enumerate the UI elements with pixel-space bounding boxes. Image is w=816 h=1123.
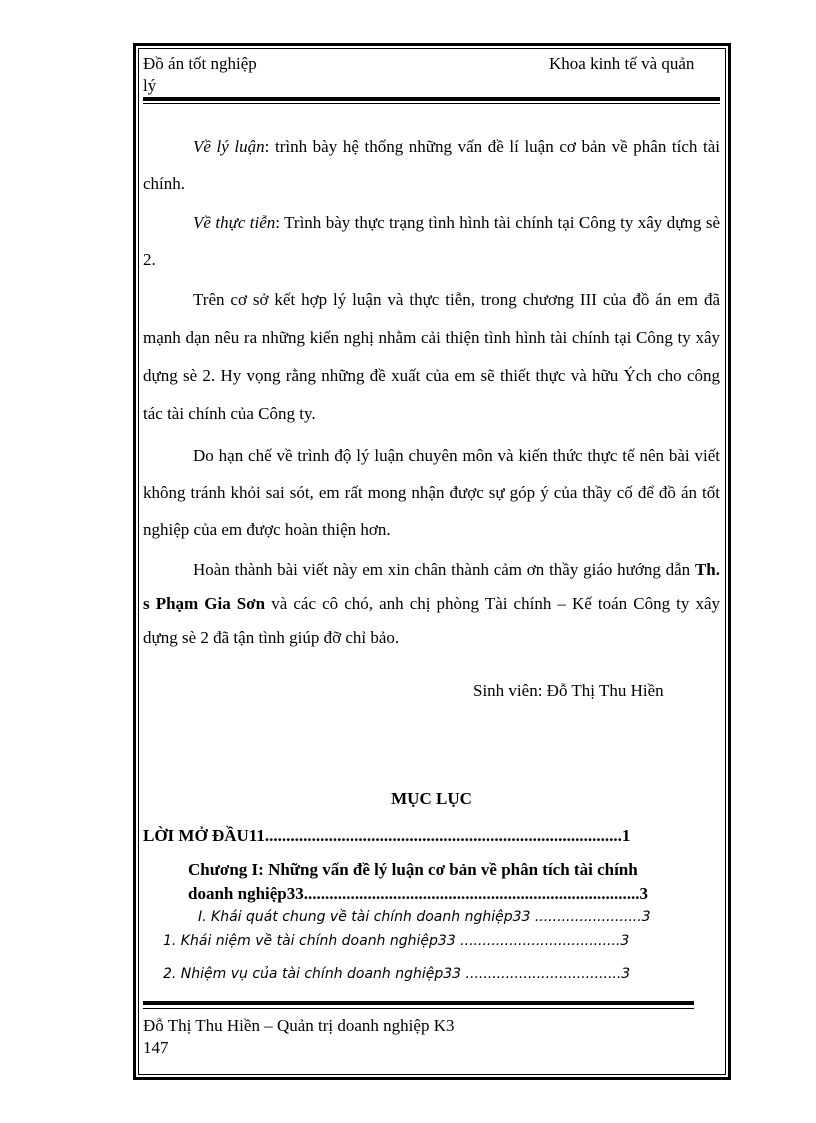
theory-text: : trình bày hệ thống những vấn đề lí luận cơ bản về phân tích tài chính. bbox=[143, 137, 721, 193]
advisor-name: Th. s Phạm Gia Sơn bbox=[143, 560, 720, 613]
paragraph-limitation: Do hạn chế về trình độ lý luận chuyên môn và kiến thức thực tế nên bài viết không tránh khỏi sai sót, em rất mong nhận được sự góp ý của thầy cố để đồ án tốt nghiệp của em được hoàn thiện hơn. bbox=[143, 446, 720, 539]
paragraph-theory bbox=[143, 128, 720, 202]
footer-rule-thick bbox=[143, 1001, 694, 1005]
toc-entry-section-1: I. Khái quát chung về tài chính doanh nghiệp33 ........................3 bbox=[198, 909, 651, 925]
header-rule-thin bbox=[143, 103, 720, 104]
header-left-text: Đồ án tốt nghiệp bbox=[143, 54, 257, 73]
header-left bbox=[143, 53, 293, 97]
theory-label: Về lý luận bbox=[193, 137, 265, 156]
page-number: 147 bbox=[143, 1038, 169, 1057]
body-paragraphs bbox=[143, 128, 720, 655]
toc-entry-chapter-1: Chương I: Những vấn đề lý luận cơ bản về phân tích tài chính bbox=[188, 860, 638, 879]
paragraph-proposal: Trên cơ sở kết hợp lý luận và thực tiễn, trong chương III của đồ án em đã mạnh dạn nêu ra những kiến nghị nhằm cải thiện tình hình tài chính tại Công ty xây dựng sè 2. Hy vọng rằng những đề xuất của em sẽ thiết thực và hữu Ých cho công tác tài chính của Công ty. bbox=[143, 290, 720, 423]
header-rule-thick bbox=[143, 97, 720, 101]
toc-entry-item-2: 2. Nhiệm vụ của tài chính doanh nghiệp33 ...................................3 bbox=[163, 966, 631, 982]
signature: Sinh viên: Đỗ Thị Thu Hiền bbox=[473, 681, 664, 700]
footer-rule-thin bbox=[143, 1008, 694, 1009]
toc-title: MỤC LỤC bbox=[391, 789, 472, 808]
header-right: Khoa kinh tế và quản bbox=[549, 54, 695, 73]
thanks-text-b: và các cô chó, anh chị phòng Tài chính – Kế toán Công ty xây dựng sè 2 đã tận tình giúp đỡ chỉ bảo. bbox=[143, 594, 721, 647]
paragraph-practice bbox=[143, 204, 720, 278]
footer-author-line: Đỗ Thị Thu Hiền – Quản trị doanh nghiệp K3 bbox=[143, 1016, 455, 1035]
practice-label: Về thực tiễn bbox=[193, 213, 276, 232]
header-left-continuation: lý bbox=[143, 76, 157, 95]
practice-text: : Trình bày thực trạng tình hình tài chính tại Công ty xây dựng sè 2. bbox=[143, 213, 721, 269]
toc-entry-item-1: 1. Khái niệm về tài chính doanh nghiệp33 ....................................3 bbox=[163, 933, 630, 949]
paragraph-thanks bbox=[143, 553, 720, 655]
toc-entry-chapter-1-cont: doanh nghiệp33...............................................................................3 bbox=[188, 884, 648, 903]
thanks-text-a: Hoàn thành bài viết này em xin chân thành cảm ơn thầy giáo hướng dẫn bbox=[193, 560, 695, 579]
toc-entry-intro: LỜI MỞ ĐẦU11....................................................................................1 bbox=[143, 826, 631, 845]
footer bbox=[143, 1015, 454, 1059]
